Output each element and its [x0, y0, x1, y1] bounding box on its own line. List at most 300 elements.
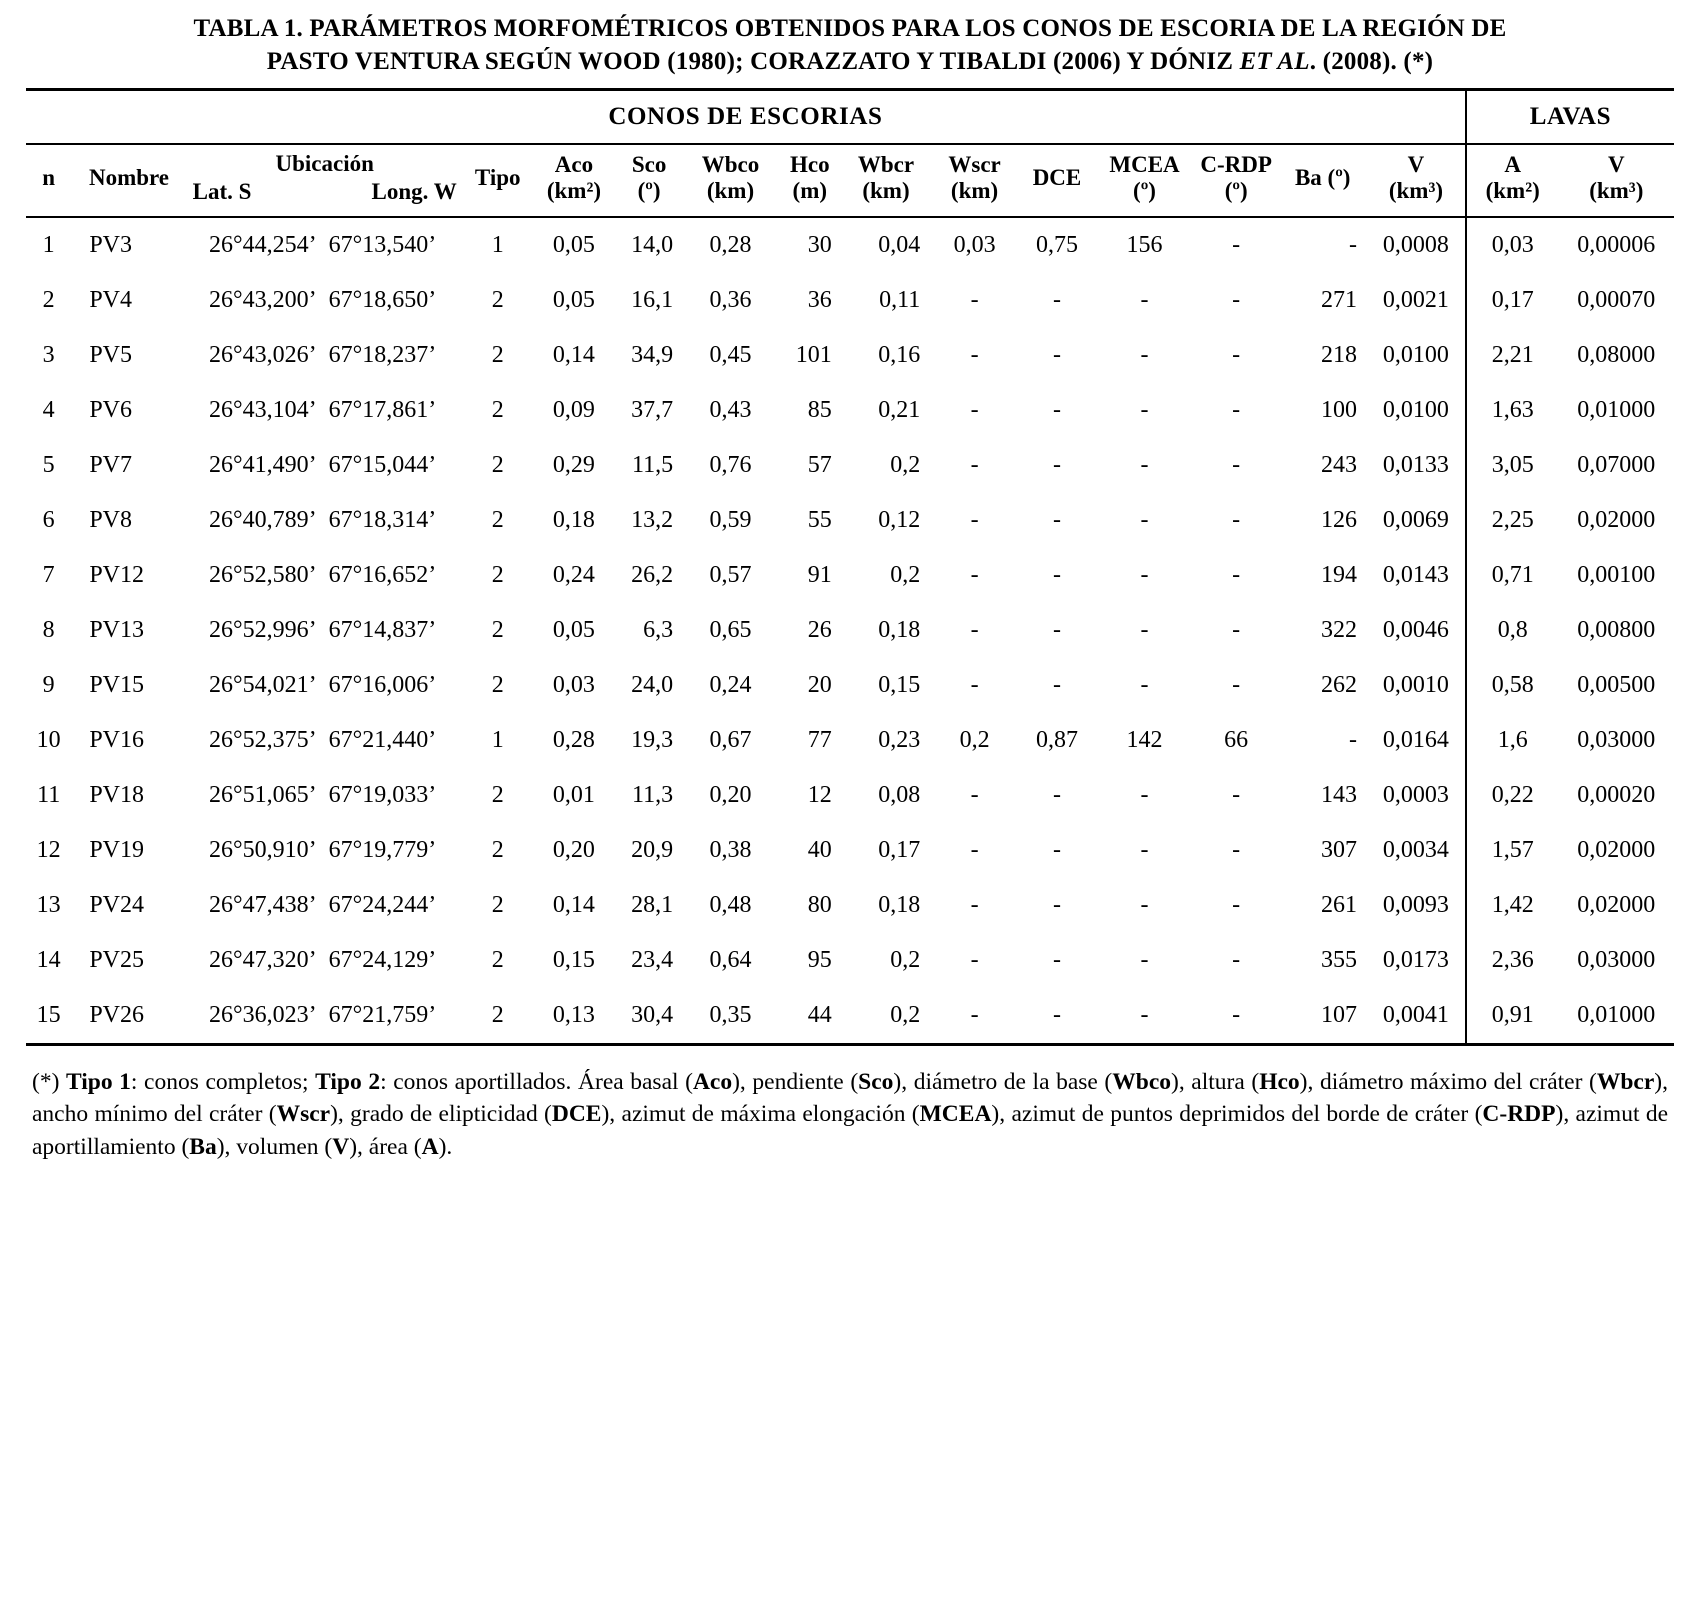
cell-wbcr: 0,2: [890, 561, 921, 588]
footnote-t3: ), pendiente (: [732, 1068, 859, 1095]
cell-sco: 24,0: [631, 671, 674, 698]
header-lat: Lat. S: [192, 179, 252, 205]
footnote-b-wbco: Wbco: [1112, 1068, 1172, 1095]
cell-lon: 67°24,244’: [328, 891, 437, 918]
cell-la: 3,05: [1466, 438, 1559, 493]
cell-tipo: 2: [491, 1001, 504, 1028]
cell-dce: -: [1052, 341, 1061, 368]
cell-aco: 0,18: [552, 506, 595, 533]
cell-lon: 67°13,540’: [328, 231, 437, 258]
footnote-t13: ), área (: [349, 1133, 422, 1160]
cell-nombre: PV24: [89, 891, 144, 918]
cell-wbco: 0,64: [709, 946, 752, 973]
footnote-b-a: A: [421, 1133, 439, 1160]
cell-aco: 0,05: [552, 286, 595, 313]
cell-lon: 67°18,237’: [328, 341, 437, 368]
cell-wbco: 0,38: [709, 836, 752, 863]
cell-nombre: PV3: [89, 231, 132, 258]
cell-tipo: 2: [491, 671, 504, 698]
cell-la: 0,03: [1466, 218, 1559, 273]
header-hco-label: Hco: [789, 152, 830, 177]
cell-ba: 262: [1320, 671, 1357, 698]
header-wbcr-label: Wbcr: [857, 152, 915, 177]
footnote-b-hco: Hco: [1259, 1068, 1300, 1095]
cell-v: 0,0100: [1382, 341, 1449, 368]
cell-crdp: -: [1232, 616, 1241, 643]
cell-tipo: 2: [491, 836, 504, 863]
cell-n: 6: [42, 506, 55, 533]
header-wbcr-unit: (km): [862, 178, 910, 204]
header-wbcr: [842, 145, 931, 217]
cell-wbco: 0,48: [709, 891, 752, 918]
cell-nombre: PV6: [89, 396, 132, 423]
cell-lat: 26°44,254’: [209, 231, 317, 258]
cell-crdp: 66: [1224, 726, 1249, 753]
cell-nombre: PV8: [89, 506, 132, 533]
cell-wbcr: 0,2: [890, 451, 921, 478]
cell-lat: 26°43,026’: [209, 341, 317, 368]
cell-crdp: -: [1232, 891, 1241, 918]
cell-n: 11: [37, 781, 61, 808]
cell-tipo: 2: [491, 506, 504, 533]
cell-nombre: PV4: [89, 286, 132, 313]
cell-nombre: PV18: [89, 781, 144, 808]
cell-lv: 0,03000: [1577, 946, 1656, 973]
header-tipo: Tipo: [474, 165, 521, 191]
cell-la: 0,22: [1466, 768, 1559, 823]
cell-ba: 355: [1320, 946, 1357, 973]
cell-dce: 0,75: [1035, 231, 1078, 258]
group-header-lavas: LAVAS: [1466, 91, 1674, 144]
cell-crdp: -: [1232, 231, 1241, 258]
cell-sco: 6,3: [643, 616, 674, 643]
cell-lon: 67°21,759’: [328, 1001, 437, 1028]
header-aco: [533, 145, 615, 217]
cell-aco: 0,09: [552, 396, 595, 423]
cell-tipo: 2: [491, 396, 504, 423]
table-row: [26, 383, 1674, 438]
footnote-t10: ), azimut de puntos deprimidos del borde de cráter (: [991, 1101, 1483, 1128]
table-footnote: [26, 1066, 1674, 1163]
cell-wscr: -: [970, 781, 979, 808]
header-sco-unit: (º): [637, 178, 661, 204]
cell-lon: 67°19,033’: [328, 781, 437, 808]
cell-sco: 37,7: [631, 396, 674, 423]
table-row: [26, 548, 1674, 603]
footnote-t7: ), ancho mínimo del cráter (: [32, 1068, 1668, 1128]
footnote-b-v: V: [332, 1133, 350, 1160]
cell-wbco: 0,57: [709, 561, 752, 588]
cell-dce: -: [1052, 506, 1061, 533]
cell-wscr: -: [970, 671, 979, 698]
cell-crdp: -: [1232, 561, 1241, 588]
cell-ba: 100: [1320, 396, 1357, 423]
cell-nombre: PV19: [89, 836, 144, 863]
header-lava-v-label: V: [1607, 152, 1625, 177]
cell-nombre: PV13: [89, 616, 144, 643]
cell-aco: 0,28: [552, 726, 595, 753]
header-mcea-label: MCEA: [1109, 152, 1180, 177]
cell-mcea: -: [1140, 781, 1149, 808]
cell-mcea: -: [1140, 671, 1149, 698]
table-row: [26, 878, 1674, 933]
cell-v: 0,0133: [1382, 451, 1449, 478]
cell-wbco: 0,24: [709, 671, 752, 698]
cell-v: 0,0021: [1382, 286, 1449, 313]
header-lon: Long. W: [371, 179, 457, 205]
footnote-b-tipo2: Tipo 2: [315, 1068, 381, 1095]
cell-tipo: 2: [491, 781, 504, 808]
cell-hco: 36: [807, 286, 832, 313]
footnote-b-mcea: MCEA: [919, 1101, 992, 1128]
cell-la: 0,58: [1466, 658, 1559, 713]
cell-wbco: 0,20: [709, 781, 752, 808]
table-row: [26, 933, 1674, 988]
cell-tipo: 2: [491, 891, 504, 918]
cell-n: 3: [42, 341, 55, 368]
footnote-b-crdp: C-RDP: [1482, 1101, 1556, 1128]
cell-dce: -: [1052, 836, 1061, 863]
cell-wbcr: 0,08: [878, 781, 921, 808]
header-n: n: [42, 165, 56, 191]
cell-v: 0,0173: [1382, 946, 1449, 973]
cell-la: 0,71: [1466, 548, 1559, 603]
cell-ba: 218: [1320, 341, 1357, 368]
cell-ba: -: [1348, 726, 1357, 753]
cell-n: 15: [36, 1001, 61, 1028]
cell-v: 0,0100: [1382, 396, 1449, 423]
cell-wscr: -: [970, 946, 979, 973]
cell-ba: 107: [1320, 1001, 1357, 1028]
cell-hco: 44: [807, 1001, 832, 1028]
cell-lat: 26°54,021’: [209, 671, 317, 698]
cell-hco: 30: [807, 231, 832, 258]
header-lava-v: [1559, 145, 1674, 217]
cell-nombre: PV16: [89, 726, 144, 753]
cell-mcea: -: [1140, 891, 1149, 918]
cell-lv: 0,00100: [1577, 561, 1656, 588]
footnote-t12: ), volumen (: [216, 1133, 333, 1160]
cell-crdp: -: [1232, 396, 1241, 423]
cell-aco: 0,14: [552, 891, 595, 918]
cell-dce: -: [1052, 946, 1061, 973]
cell-dce: -: [1052, 616, 1061, 643]
header-v-label: V: [1407, 152, 1425, 177]
cell-lat: 26°52,996’: [209, 616, 317, 643]
cell-lv: 0,01000: [1577, 396, 1656, 423]
cell-wbcr: 0,23: [878, 726, 921, 753]
cell-sco: 34,9: [631, 341, 674, 368]
cell-aco: 0,05: [552, 231, 595, 258]
cell-lv: 0,00020: [1577, 781, 1656, 808]
header-crdp: [1194, 145, 1278, 217]
cell-wbcr: 0,18: [878, 891, 921, 918]
cell-v: 0,0008: [1382, 231, 1449, 258]
table-row: [26, 823, 1674, 878]
footnote-text: [32, 1066, 1668, 1163]
table-row: [26, 713, 1674, 768]
table-row: [26, 273, 1674, 328]
cell-lat: 26°51,065’: [209, 781, 317, 808]
footnote-b-ba: Ba: [189, 1133, 217, 1160]
cell-lon: 67°15,044’: [328, 451, 437, 478]
cell-lv: 0,00070: [1577, 286, 1656, 313]
cell-la: 2,25: [1466, 493, 1559, 548]
cell-wscr: -: [970, 561, 979, 588]
header-v-unit: (km³): [1388, 178, 1443, 204]
cell-lon: 67°16,652’: [328, 561, 437, 588]
cell-wbcr: 0,18: [878, 616, 921, 643]
cell-lon: 67°18,650’: [328, 286, 437, 313]
cell-nombre: PV7: [89, 451, 132, 478]
cell-wbco: 0,45: [709, 341, 752, 368]
cell-wbcr: 0,2: [890, 1001, 921, 1028]
cell-wbco: 0,59: [709, 506, 752, 533]
header-ubicacion: [187, 145, 463, 217]
cell-sco: 19,3: [631, 726, 674, 753]
table-row: [26, 768, 1674, 823]
cell-lv: 0,03000: [1577, 726, 1656, 753]
header-lava-a: [1466, 145, 1559, 217]
cell-v: 0,0069: [1382, 506, 1449, 533]
cell-aco: 0,14: [552, 341, 595, 368]
table-caption: [44, 12, 1656, 78]
cell-wbcr: 0,11: [879, 286, 921, 313]
header-ubicacion-title: Ubicación: [275, 151, 374, 176]
cell-dce: -: [1052, 451, 1061, 478]
cell-la: 0,91: [1466, 988, 1559, 1045]
cell-lv: 0,02000: [1577, 506, 1656, 533]
cell-wscr: -: [970, 341, 979, 368]
cell-aco: 0,15: [552, 946, 595, 973]
cell-mcea: -: [1140, 286, 1149, 313]
table-row: [26, 493, 1674, 548]
table-body: [26, 218, 1674, 1045]
header-wscr: [930, 145, 1019, 217]
cell-nombre: PV5: [89, 341, 132, 368]
cell-sco: 11,5: [631, 451, 674, 478]
cell-wscr: -: [970, 616, 979, 643]
cell-sco: 28,1: [631, 891, 674, 918]
cell-dce: -: [1052, 396, 1061, 423]
header-hco: [778, 145, 842, 217]
cell-aco: 0,13: [552, 1001, 595, 1028]
cell-mcea: -: [1140, 1001, 1149, 1028]
cell-mcea: -: [1140, 506, 1149, 533]
cell-sco: 30,4: [631, 1001, 674, 1028]
cell-v: 0,0003: [1382, 781, 1449, 808]
cell-lat: 26°43,200’: [209, 286, 317, 313]
cell-la: 1,6: [1466, 713, 1559, 768]
caption-line-1: TABLA 1. PARÁMETROS MORFOMÉTRICOS OBTENIDOS PARA LOS CONOS DE ESCORIA DE LA REGIÓN DE: [193, 15, 1507, 42]
cell-wbco: 0,43: [709, 396, 752, 423]
header-mcea: [1095, 145, 1194, 217]
cell-wbcr: 0,21: [878, 396, 921, 423]
cell-v: 0,0143: [1382, 561, 1449, 588]
cell-wscr: -: [970, 1001, 979, 1028]
cell-lv: 0,00006: [1577, 231, 1656, 258]
cell-wscr: -: [970, 891, 979, 918]
cell-wbco: 0,65: [709, 616, 752, 643]
header-lava-v-unit: (km³): [1589, 178, 1644, 204]
cell-hco: 95: [807, 946, 832, 973]
cell-lv: 0,02000: [1577, 891, 1656, 918]
cell-lv: 0,08000: [1577, 341, 1656, 368]
cell-sco: 23,4: [631, 946, 674, 973]
cell-lon: 67°19,779’: [328, 836, 437, 863]
cell-mcea: -: [1140, 946, 1149, 973]
header-wbco-label: Wbco: [701, 152, 760, 177]
cell-nombre: PV25: [89, 946, 144, 973]
footnote-t5: ), altura (: [1171, 1068, 1260, 1095]
cell-wscr: -: [970, 506, 979, 533]
footnote-t6: ), diámetro máximo del cráter (: [1299, 1068, 1597, 1095]
cell-crdp: -: [1232, 341, 1241, 368]
cell-wbcr: 0,04: [878, 231, 921, 258]
cell-tipo: 2: [491, 451, 504, 478]
caption-line-2-b: . (2008). (*): [1309, 48, 1434, 75]
caption-line-2-italic: ET AL: [1239, 48, 1310, 75]
group-header-row: [26, 91, 1674, 144]
cell-hco: 26: [807, 616, 832, 643]
footnote-t9: ), azimut de máxima elongación (: [601, 1101, 920, 1128]
cell-wscr: -: [970, 396, 979, 423]
header-wbco-unit: (km): [706, 178, 755, 204]
cell-dce: 0,87: [1035, 726, 1078, 753]
header-sco: [615, 145, 683, 217]
cell-lv: 0,01000: [1577, 1001, 1656, 1028]
cell-mcea: -: [1140, 616, 1149, 643]
cell-lon: 67°14,837’: [328, 616, 437, 643]
cell-dce: -: [1052, 286, 1061, 313]
cell-hco: 77: [807, 726, 832, 753]
cell-sco: 14,0: [631, 231, 674, 258]
cell-mcea: 156: [1126, 231, 1163, 258]
table-row: [26, 328, 1674, 383]
footnote-b-wscr: Wscr: [276, 1101, 331, 1128]
cell-v: 0,0046: [1382, 616, 1449, 643]
cell-aco: 0,03: [552, 671, 595, 698]
cell-lon: 67°18,314’: [328, 506, 437, 533]
cell-crdp: -: [1232, 781, 1241, 808]
header-crdp-unit: (º): [1224, 178, 1248, 204]
cell-ba: 243: [1320, 451, 1357, 478]
footnote-b-wbcr: Wbcr: [1596, 1068, 1655, 1095]
cell-lon: 67°17,861’: [328, 396, 437, 423]
cell-sco: 13,2: [631, 506, 674, 533]
cell-dce: -: [1052, 671, 1061, 698]
cell-ba: 322: [1320, 616, 1357, 643]
cell-lon: 67°24,129’: [328, 946, 437, 973]
rule-bottom: [26, 1044, 1674, 1046]
cell-crdp: -: [1232, 946, 1241, 973]
cell-sco: 20,9: [631, 836, 674, 863]
cell-hco: 85: [807, 396, 832, 423]
cell-hco: 80: [807, 891, 832, 918]
cell-lat: 26°47,320’: [209, 946, 317, 973]
footnote-b-aco: Aco: [692, 1068, 733, 1095]
header-aco-unit: (km²): [546, 178, 602, 204]
cell-la: 1,63: [1466, 383, 1559, 438]
cell-wbco: 0,28: [709, 231, 752, 258]
footnote-t8: ), grado de elipticidad (: [330, 1101, 552, 1128]
cell-la: 2,36: [1466, 933, 1559, 988]
cell-tipo: 2: [491, 286, 504, 313]
header-mcea-unit: (º): [1133, 178, 1156, 204]
cell-ba: 126: [1320, 506, 1357, 533]
cell-mcea: -: [1140, 341, 1149, 368]
cell-la: 0,17: [1466, 273, 1559, 328]
cell-n: 12: [36, 836, 61, 863]
cell-v: 0,0093: [1382, 891, 1449, 918]
cell-n: 1: [42, 231, 55, 258]
cell-lv: 0,02000: [1577, 836, 1656, 863]
cell-n: 7: [42, 561, 55, 588]
morphometric-parameters-table: [26, 88, 1674, 1046]
header-crdp-label: C-RDP: [1200, 152, 1272, 177]
column-header-row: [26, 145, 1674, 217]
footnote-t2: : conos aportillados. Área basal (: [380, 1068, 693, 1095]
cell-mcea: -: [1140, 396, 1149, 423]
cell-dce: -: [1052, 561, 1061, 588]
cell-ba: 194: [1320, 561, 1357, 588]
cell-crdp: -: [1232, 451, 1241, 478]
cell-aco: 0,20: [552, 836, 595, 863]
cell-sco: 16,1: [631, 286, 674, 313]
cell-v: 0,0034: [1382, 836, 1449, 863]
footnote-t14: ).: [438, 1133, 453, 1160]
cell-hco: 20: [807, 671, 832, 698]
cell-n: 4: [42, 396, 55, 423]
footnote-marker: (*): [32, 1068, 66, 1095]
cell-lat: 26°43,104’: [209, 396, 317, 423]
cell-la: 1,57: [1466, 823, 1559, 878]
footnote-b-dce: DCE: [551, 1101, 602, 1128]
group-header-conos: CONOS DE ESCORIAS: [608, 103, 883, 130]
cell-tipo: 2: [491, 616, 504, 643]
cell-la: 0,8: [1466, 603, 1559, 658]
cell-v: 0,0041: [1382, 1001, 1449, 1028]
cell-wbcr: 0,2: [890, 946, 921, 973]
header-aco-label: Aco: [554, 152, 594, 177]
cell-n: 14: [36, 946, 61, 973]
cell-ba: 261: [1320, 891, 1357, 918]
footnote-b-sco: Sco: [858, 1068, 894, 1095]
cell-wscr: -: [970, 286, 979, 313]
cell-ba: 307: [1320, 836, 1357, 863]
cell-aco: 0,24: [552, 561, 595, 588]
cell-dce: -: [1052, 1001, 1061, 1028]
cell-hco: 40: [807, 836, 832, 863]
cell-nombre: PV15: [89, 671, 144, 698]
cell-lon: 67°16,006’: [328, 671, 437, 698]
cell-nombre: PV26: [89, 1001, 144, 1028]
table-row: [26, 658, 1674, 713]
header-wbco: [683, 145, 778, 217]
header-ba: Ba (º): [1294, 165, 1351, 191]
cell-crdp: -: [1232, 286, 1241, 313]
cell-nombre: PV12: [89, 561, 144, 588]
table-row: [26, 988, 1674, 1045]
cell-tipo: 1: [491, 231, 504, 258]
cell-tipo: 1: [491, 726, 504, 753]
cell-lat: 26°40,789’: [209, 506, 317, 533]
cell-lat: 26°47,438’: [209, 891, 317, 918]
cell-hco: 91: [807, 561, 832, 588]
cell-lat: 26°52,580’: [209, 561, 317, 588]
cell-n: 10: [36, 726, 61, 753]
cell-crdp: -: [1232, 506, 1241, 533]
